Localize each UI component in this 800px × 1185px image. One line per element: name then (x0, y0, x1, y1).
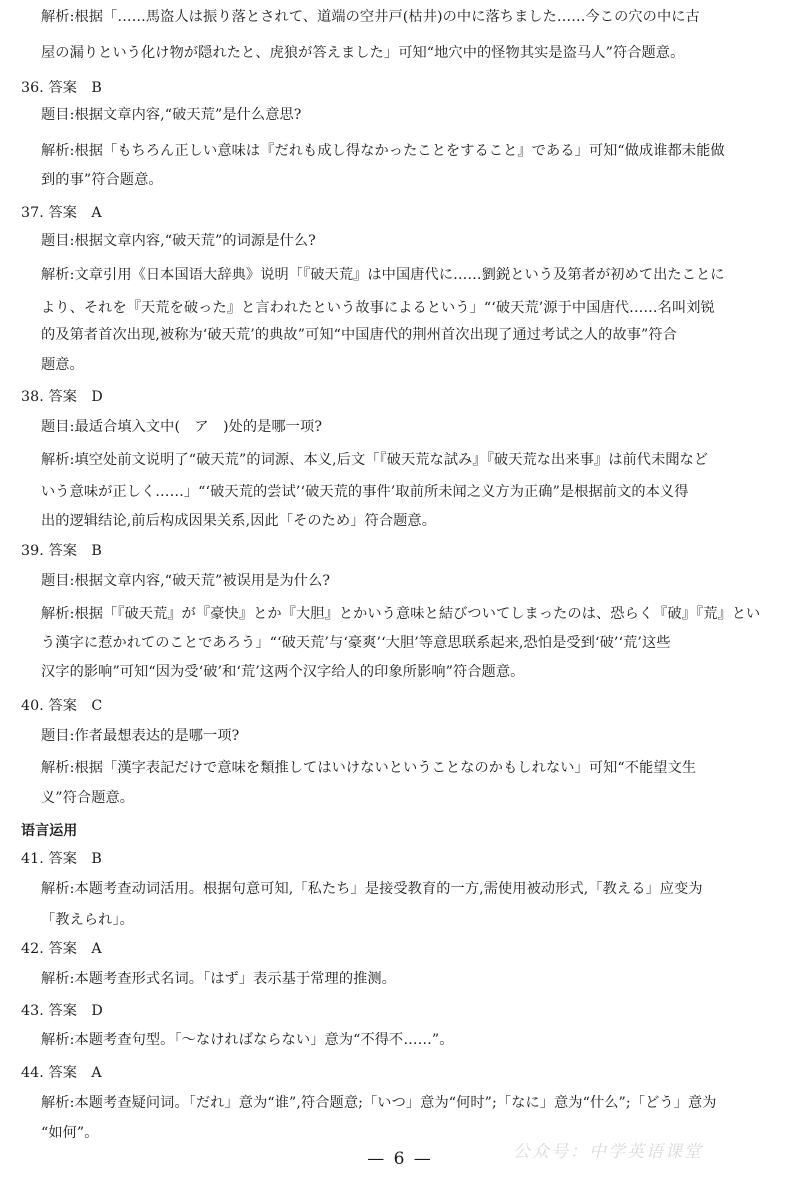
answer-heading: 39. 答案 B (21, 543, 102, 559)
answer-heading: 42. 答案 A (21, 941, 102, 957)
answer-heading: 44. 答案 A (21, 1065, 102, 1081)
question-line: 题目:根据文章内容,“破天荒”被误用是为什么? (41, 573, 331, 589)
watermark: 公众号：中学英语课堂 (513, 1142, 703, 1162)
answer-heading: 38. 答案 D (21, 389, 103, 405)
text-line: 解析:本题考查动词活用。根据句意可知,「私たち」是接受教育的一方,需使用被动形式,「教える」应变为 (41, 881, 703, 897)
question-line: 题目:最适合填入文中( ア )处的是哪一项? (41, 419, 323, 435)
text-line: “如何”。 (41, 1125, 99, 1141)
text-line: 「教えられ」。 (41, 912, 134, 928)
text-line: う漢字に惹かれてのことであろう」“‘破天荒’与‘豪爽’‘大胆’等意思联系起来,恐怕是受到‘破’‘荒’这些 (41, 635, 671, 651)
answer-heading: 41. 答案 B (21, 851, 102, 867)
text-line: 汉字的影响”可知“因为受‘破’和‘荒’这两个汉字给人的印象所影响”符合题意。 (41, 664, 525, 680)
question-line: 题目:根据文章内容,“破天荒”的词源是什么? (41, 233, 316, 249)
answer-heading: 40. 答案 C (21, 698, 103, 714)
text-line: 义”符合题意。 (41, 790, 135, 806)
text-line: 题意。 (41, 357, 84, 373)
text-line: 出的逻辑结论,前后构成因果关系,因此「そのため」符合题意。 (41, 513, 436, 529)
question-line: 题目:根据文章内容,“破天荒”是什么意思? (41, 107, 302, 123)
text-line: 到的事”符合题意。 (41, 172, 163, 188)
text-line: 解析:文章引用《日本国语大辞典》说明「『破天荒』は中国唐代に……劉鋭という及第者が初めて出たことに (41, 267, 725, 283)
text-line: 解析:本题考查疑问词。「だれ」意为“谁”,符合题意;「いつ」意为“何时”;「なに」意为“什么”;「どう」意为 (41, 1095, 717, 1111)
text-line: 屋の漏りという化け物が隠れたと、虎狼が答えました」可知“地穴中的怪物其实是盗马人”符合题意。 (41, 45, 685, 61)
answer-heading: 36. 答案 B (21, 80, 102, 96)
question-line: 题目:作者最想表达的是哪一项? (41, 728, 240, 744)
text-line: 解析:本题考查句型。「～なければならない」意为“不得不……”。 (41, 1032, 454, 1048)
text-line: いう意味が正しく……」“‘破天荒的尝试’‘破天荒的事件’取前所未闻之义方为正确”是根据前文的本义得 (41, 484, 689, 500)
text-line: 解析:根据「『破天荒』が『豪快』とか『大胆』とかいう意味と結びついてしまったのは、恐らく『破』『荒』とい (41, 606, 761, 622)
text-line: 解析:本题考查形式名词。「はず」表示基于常理的推测。 (41, 971, 396, 987)
text-line: 解析:根据「……馬盗人は振り落とされて、道端の空井戸(枯井)の中に落ちました……今この穴の中に古 (41, 9, 700, 25)
answer-heading: 37. 答案 A (21, 205, 102, 221)
text-line: より、それを『天荒を破った』と言われたという故事によるという」“‘破天荒’源于中国唐代……名叫刘锐 (41, 300, 715, 316)
section-heading: 语言运用 (21, 823, 78, 839)
answer-heading: 43. 答案 D (21, 1003, 103, 1019)
text-line: 解析:填空处前文说明了“破天荒”的词源、本义,后文「『破天荒な試み』『破天荒な出来事』は前代未聞など (41, 452, 709, 468)
page-number: — 6 — (367, 1149, 433, 1169)
text-line: 解析:根据「漢字表記だけで意味を類推してはいけないということなのかもしれない」可知“不能望文生 (41, 760, 697, 776)
text-line: 的及第者首次出现,被称为‘破天荒’的典故”可知“中国唐代的荆州首次出现了通过考试之人的故事”符合 (41, 327, 677, 343)
text-line: 解析:根据「もちろん正しい意味は『だれも成し得なかったことをすること』である」可知“做成谁都未能做 (41, 143, 725, 159)
